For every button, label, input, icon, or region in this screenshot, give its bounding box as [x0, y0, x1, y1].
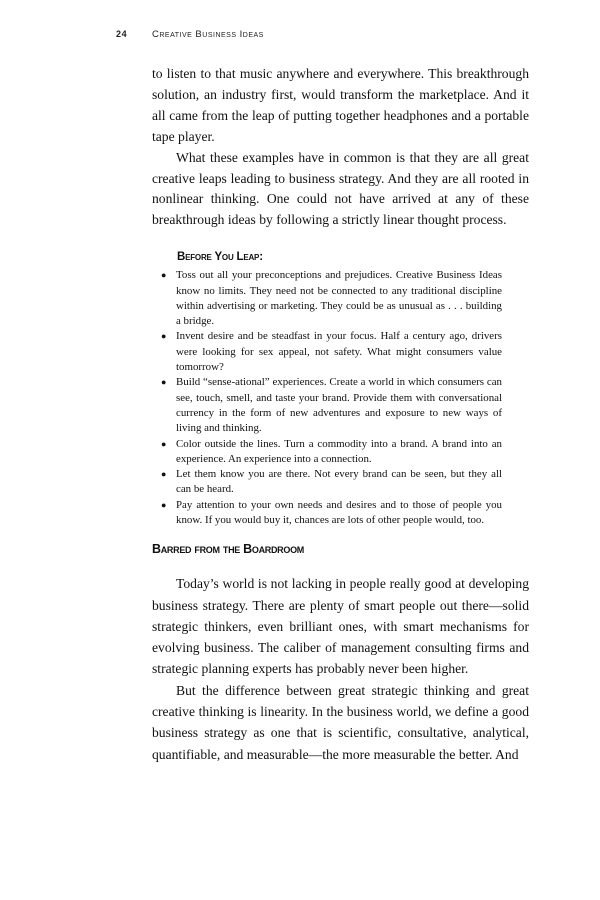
bullet-icon: ●	[161, 499, 167, 510]
body-paragraph: to listen to that music anywhere and everywhere. This breakthrough solution, an industry first, would transform the marketplace. And it all came from the leap of putting together headphones and a portable tape player.	[152, 66, 529, 144]
bullet-icon: ●	[161, 270, 167, 281]
page-body	[152, 64, 529, 765]
tip-text: Toss out all your preconceptions and prejudices. Creative Business Ideas know no limits. They need not be connected to any traditional discipline within advertising or marketing. They could be as unusual as . . . building a bridge.	[176, 269, 502, 328]
tip-text: Let them know you are there. Not every brand can be seen, but they all can be heard.	[176, 468, 502, 496]
running-header	[112, 29, 532, 43]
body-paragraph: Today’s world is not lacking in people really good at developing business strategy. There are plenty of smart people out there—solid strategic thinkers, even brilliant ones, with smart mechanisms for evolving business. The caliber of management consulting firms and strategic planning experts has probably never been higher.	[152, 576, 529, 677]
tip-text: Pay attention to your own needs and desires and to those of people you know. If you would buy it, chances are lots of other people would, too.	[176, 498, 502, 526]
book-title: Creative Business Ideas	[152, 29, 264, 40]
page-number: 24	[116, 29, 128, 39]
tip-item	[152, 498, 502, 529]
tip-text: Build “sense-ational” experiences. Create a world in which consumers can see, touch, smell, and taste your brand. Provide them with conversational currency in the form of new adventures and exposure to new ways of living and thinking.	[176, 376, 502, 435]
tip-item	[152, 329, 502, 375]
body-paragraph: But the difference between great strategic thinking and great creative thinking is linearity. In the business world, we define a good business strategy as one that is scientific, consultative, analytical, quantifiable, and measurable—the more measurable the better. And	[152, 682, 529, 762]
bullet-icon: ●	[161, 438, 167, 449]
tip-item	[152, 437, 502, 468]
tip-item	[152, 467, 502, 498]
body-paragraph: What these examples have in common is that they are all great creative leaps leading to business strategy. And they are all rooted in nonlinear thinking. One could not have arrived at any of these breakthrough ideas by following a strictly linear thought process.	[152, 149, 529, 228]
tips-list	[152, 268, 502, 528]
bullet-icon: ●	[161, 469, 167, 480]
section-heading: Barred from the Boardroom	[152, 542, 304, 557]
tip-item	[152, 268, 502, 329]
tip-text: Invent desire and be steadfast in your focus. Half a century ago, drivers were looking for sex appeal, not safety. What might consumers value tomorrow?	[176, 330, 502, 374]
bullet-icon: ●	[161, 331, 167, 342]
bullet-icon: ●	[161, 377, 167, 388]
tip-text: Color outside the lines. Turn a commodity into a brand. A brand into an experience. An experience into a connection.	[176, 437, 502, 465]
sidebar-heading: Before You Leap:	[177, 251, 263, 264]
before-you-leap-box	[152, 250, 529, 528]
tip-item	[152, 375, 502, 436]
